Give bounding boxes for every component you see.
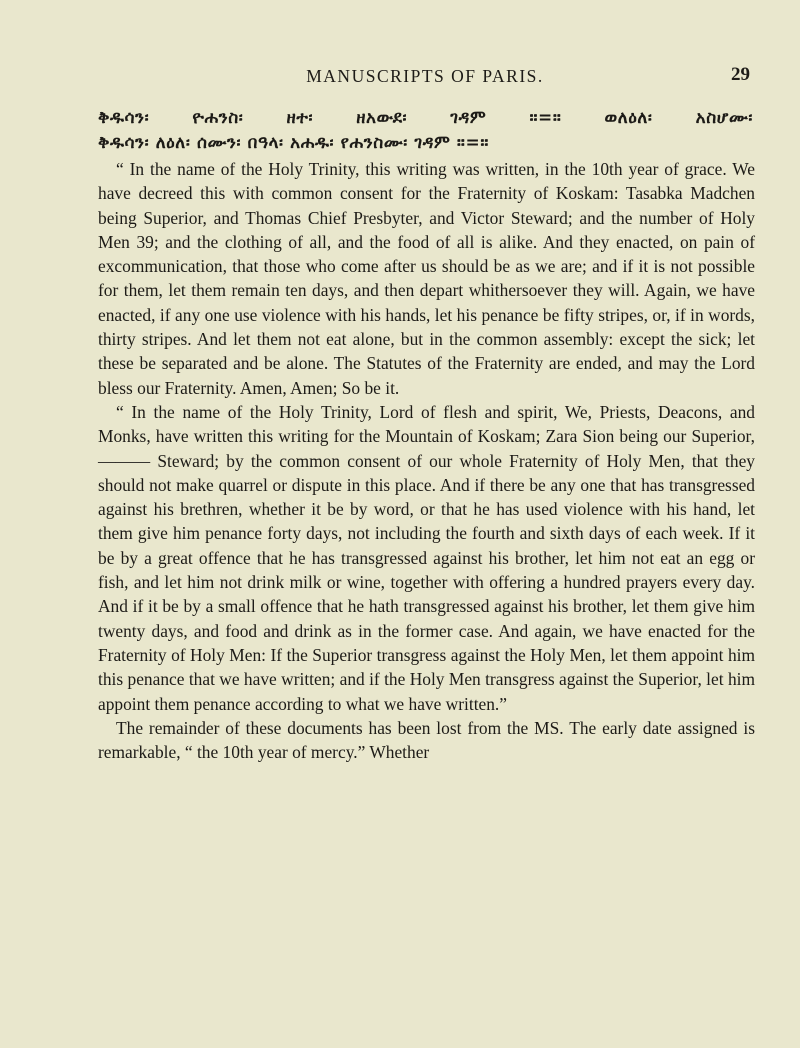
ethiopic-line-2: ቅዱሳን፡ ለዕለ፡ ሰሙን፡ በዓላ፡ አሐዱ፡ የሐንስሙ፡ ገዳም ።=።	[98, 133, 489, 153]
page-number: 29	[731, 64, 750, 85]
paragraph-second-charter: “ In the name of the Holy Trinity, Lord of flesh and spirit, We, Priests, Deacons, and Monks, have written this writing for the Mountain of Koskam; Zara Sion being our Superior, ——— Steward; by the common consent of our whole Fraternity of Holy Men, that they should not make quarrel or dispute in this place. And if there be any one that has transgressed against his brethren, whether it be by word, or that he has used violence with his hand, let them give him penance forty days, not including the fourth and sixth days of each week. If it be by a great offence that he has transgressed against his brother, let him not eat an egg or fish, and let him not drink milk or wine, together with offering a hundred prayers every day. And if it be by a small offence that he hath transgressed against his brother, let them give him twenty days, and food and drink as in the former case. And again, we have enacted for the Fraternity of Holy Men: If the Superior transgress against the Holy Men, let them appoint him this penance that we have written; and if the Holy Men transgress against the Superior, let him appoint them penance according to what we have written.”	[98, 401, 755, 714]
running-title: MANUSCRIPTS OF PARIS.	[306, 66, 544, 86]
paragraph-commentary: The remainder of these documents has been lost from the MS. The early date assigned is remarkable, “ the 10th year of mercy.” Whether	[98, 717, 755, 763]
page-header	[100, 62, 750, 92]
paragraph-first-charter: “ In the name of the Holy Trinity, this writing was written, in the 10th year of grace. We have decreed this with common consent for the Fraternity of Koskam: Tasabka Madchen being Superior, and Thomas Chief Presbyter, and Victor Steward; and the number of Holy Men 39; and the clothing of all, and the food of all is alike. And they enacted, on pain of excommunication, that those who come after us should be as we are; and if it is not possible for them, let them remain ten days, and then depart whithersoever they will. Again, we have enacted, if any one use violence with his hands, let his penance be fifty stripes, or, if in words, thirty stripes. And let them not eat alone, but in the common assembly: except the sick; let these be separated and be alone. The Statutes of the Fraternity are ended, and may the Lord bless our Fraternity. Amen, Amen; So be it.	[98, 159, 755, 398]
ethiopic-line-1: ቅዱሳን፡ ዮሐንስ፡ ዘተ፡ ዘአውደ፡ ገዳም ።=። ወለዕለ፡ አስሆሙ፡	[98, 108, 753, 128]
body-text	[98, 157, 755, 764]
